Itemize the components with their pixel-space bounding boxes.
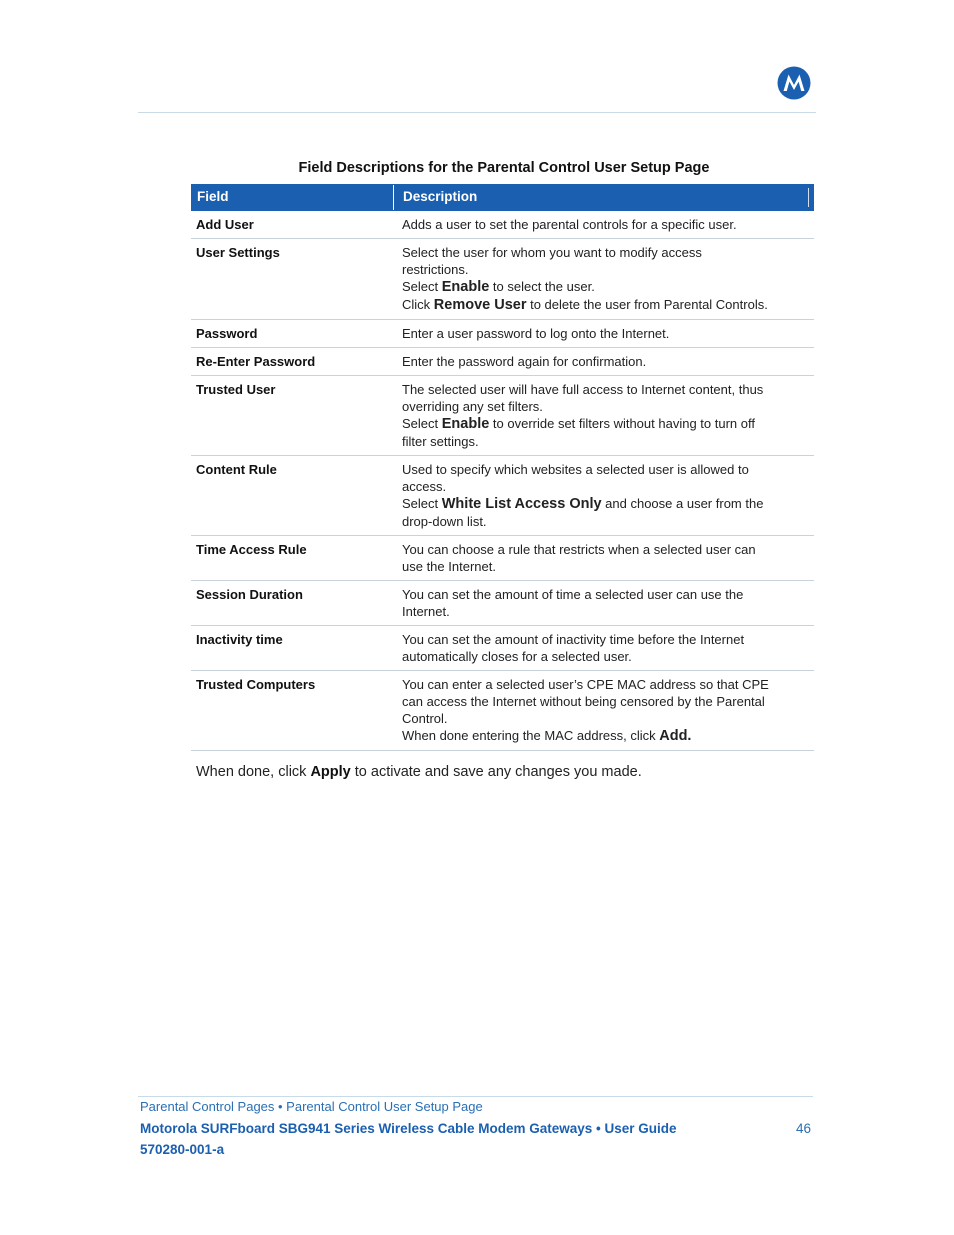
description-cell (393, 626, 814, 670)
description-text: When done entering the MAC address, click (402, 728, 660, 743)
table-row (191, 376, 814, 456)
description-line (402, 648, 805, 665)
table-row (191, 581, 814, 626)
description-text: Internet. (402, 604, 450, 619)
description-text: Select the user for whom you want to modify access (402, 245, 702, 260)
description-keyword: Enable (441, 416, 490, 432)
description-text: Enter the password again for confirmation. (402, 354, 647, 369)
description-text: access. (402, 479, 447, 494)
description-text: You can set the amount of time a selected user can use the (402, 587, 744, 602)
description-cell (393, 211, 814, 238)
description-text: You can choose a rule that restricts when a selected user can (402, 542, 756, 557)
description-line (402, 541, 805, 558)
table-row (191, 320, 814, 348)
description-text: drop-down list. (402, 514, 487, 529)
field-name-cell: User Settings (196, 245, 280, 260)
field-name-cell: Password (196, 326, 258, 341)
description-keyword: White List Access Only (441, 496, 602, 512)
description-line (402, 631, 805, 648)
description-text: to delete the user from Parental Controls. (526, 297, 768, 312)
description-cell (393, 536, 814, 580)
footer-divider (138, 1096, 813, 1097)
description-line (402, 261, 805, 278)
description-cell (393, 239, 814, 319)
description-text: can access the Internet without being censored by the Parental (402, 694, 765, 709)
description-text: overriding any set filters. (402, 399, 543, 414)
description-text: Select (402, 279, 442, 294)
field-name-cell: Time Access Rule (196, 542, 307, 557)
description-text: use the Internet. (402, 559, 496, 574)
field-name-cell: Trusted Computers (196, 677, 316, 692)
description-line (402, 433, 805, 450)
description-text: Adds a user to set the parental controls for a specific user. (402, 217, 737, 232)
description-cell (393, 581, 814, 625)
apply-instruction-pre: When done, click (196, 764, 311, 780)
description-keyword: Add. (659, 728, 692, 744)
description-line (402, 244, 805, 261)
description-text: Used to specify which websites a selected user is allowed to (402, 462, 749, 477)
column-header-field: Field (192, 185, 394, 210)
field-name-cell: Trusted User (196, 382, 276, 397)
field-descriptions-table (191, 184, 814, 751)
description-text: to override set filters without having to turn off (489, 416, 755, 431)
description-line (402, 603, 805, 620)
column-header-description: Description (403, 189, 478, 204)
description-text: Click (402, 297, 434, 312)
description-line (402, 216, 805, 233)
description-keyword: Remove User (433, 297, 527, 313)
description-line (402, 676, 805, 693)
description-cell (393, 348, 814, 375)
description-line (402, 278, 805, 296)
description-line (402, 727, 805, 745)
description-line (402, 415, 805, 433)
table-title: Field Descriptions for the Parental Control User Setup Page (298, 160, 710, 176)
table-header-row (191, 184, 814, 211)
description-cell (393, 456, 814, 535)
apply-instruction-post: to activate and save any changes you made. (350, 764, 642, 780)
table-row (191, 348, 814, 376)
description-line (402, 325, 805, 342)
apply-instruction-keyword: Apply (310, 764, 351, 780)
description-cell (393, 320, 814, 347)
description-cell (393, 376, 814, 455)
description-line (402, 558, 805, 575)
description-line (402, 398, 805, 415)
description-keyword: Enable (441, 279, 490, 295)
description-text: You can enter a selected user’s CPE MAC address so that CPE (402, 677, 769, 692)
description-line (402, 296, 805, 314)
description-line (402, 710, 805, 727)
description-line (402, 586, 805, 603)
table-row (191, 536, 814, 581)
page-number: 46 (796, 1121, 812, 1136)
description-text: filter settings. (402, 434, 479, 449)
footer-document-number: 570280-001-a (140, 1142, 225, 1157)
description-text: Select (402, 416, 442, 431)
table-row (191, 456, 814, 536)
description-text: Control. (402, 711, 448, 726)
table-row (191, 626, 814, 671)
field-name-cell: Re-Enter Password (196, 354, 316, 369)
description-text: and choose a user from the (601, 496, 764, 511)
description-line (402, 461, 805, 478)
field-name-cell: Add User (196, 217, 254, 232)
field-name-cell: Content Rule (196, 462, 277, 477)
description-line (402, 381, 805, 398)
motorola-logo-icon (777, 66, 811, 100)
description-text: to select the user. (489, 279, 595, 294)
description-cell (393, 671, 814, 750)
description-text: The selected user will have full access to Internet content, thus (402, 382, 764, 397)
footer-document-title: Motorola SURFboard SBG941 Series Wireless Cable Modem Gateways • User Guide (140, 1121, 677, 1136)
header-divider (138, 112, 816, 113)
description-line (402, 495, 805, 513)
description-text: restrictions. (402, 262, 469, 277)
table-row (191, 671, 814, 751)
description-text: Select (402, 496, 442, 511)
apply-instruction (196, 764, 642, 780)
description-text: automatically closes for a selected user. (402, 649, 632, 664)
description-line (402, 693, 805, 710)
footer-breadcrumb: Parental Control Pages • Parental Control User Setup Page (140, 1099, 483, 1114)
table-row (191, 211, 814, 239)
description-text: Enter a user password to log onto the Internet. (402, 326, 670, 341)
description-line (402, 353, 805, 370)
field-name-cell: Inactivity time (196, 632, 283, 647)
description-text: You can set the amount of inactivity time before the Internet (402, 632, 745, 647)
description-line (402, 478, 805, 495)
field-name-cell: Session Duration (196, 587, 303, 602)
description-line (402, 513, 805, 530)
table-row (191, 239, 814, 320)
table-body (191, 211, 814, 751)
